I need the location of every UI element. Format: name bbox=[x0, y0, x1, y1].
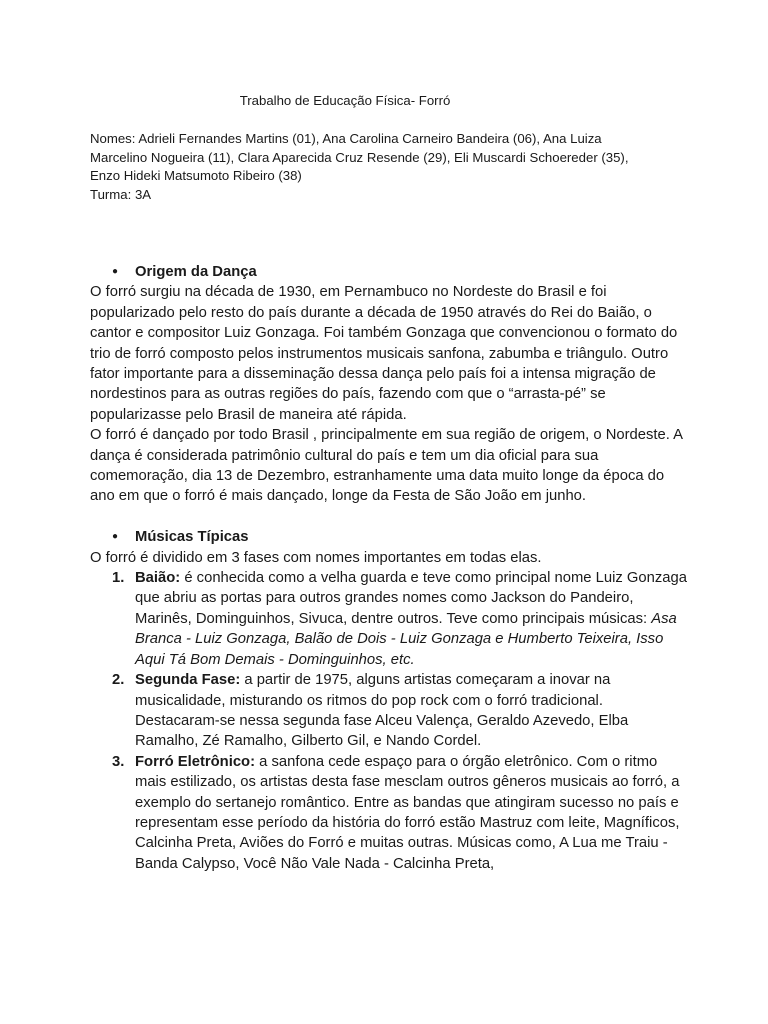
bullet-icon: ● bbox=[112, 266, 119, 277]
section-heading-musicas bbox=[90, 527, 690, 547]
list-item-italic: Asa Branca - Luiz Gonzaga, Balão de Dois - Luiz Gonzaga e Humberto Teixeira, Isso Aqui Tá Bom Demais - Dominguinhos, etc. bbox=[135, 610, 677, 668]
list-item bbox=[90, 752, 690, 874]
list-item bbox=[90, 568, 690, 670]
main-content bbox=[90, 262, 690, 874]
section-heading-origem bbox=[90, 262, 690, 282]
spacer bbox=[90, 507, 690, 527]
list-item-text: é conhecida como a velha guarda e teve como principal nome Luiz Gonzaga que abriu as portas para outros grandes nomes como Jackson do Pandeiro, Marinês, Dominguinhos, Sivuca, dentre outros. Teve como principais músicas: bbox=[135, 570, 687, 627]
section-heading-text: Músicas Típicas bbox=[135, 529, 249, 546]
paragraph: O forró é dançado por todo Brasil , principalmente em sua região de origem, o Nordeste. A dança é considerada patrimônio cultural do país e tem um dia oficial para sua comemoração, dia 13 de Dezembro, estranhamente uma data muito longe da época do ano em que o forró é mais dançado, longe da Festa de São João em junho. bbox=[90, 427, 683, 505]
list-item bbox=[90, 670, 690, 752]
names-line: Nomes: Adrieli Fernandes Martins (01), Ana Carolina Carneiro Bandeira (06), Ana Luiza bbox=[90, 131, 602, 146]
names-line: Marcelino Nogueira (11), Clara Aparecida Cruz Resende (29), Eli Muscardi Schoereder (35), bbox=[90, 149, 629, 165]
paragraph: O forró é dividido em 3 fases com nomes importantes em todas elas. bbox=[90, 549, 542, 566]
list-number: 2. bbox=[112, 672, 125, 689]
list-item-text: a sanfona cede espaço para o órgão eletrônico. Com o ritmo mais estilizado, os artistas desta fase mesclam outros gêneros musicais ao forró, a exemplo do sertanejo romântico. Entre as bandas que atingiram sucesso no país e representam esse período da história do forró estão Mastruz com leite, Magníficos, Calcinha Preta, Aviões do Forró e muitas outras. Músicas como, A Lua me Traiu - Banda Calypso, Você Não Vale Nada - Calcinha Preta, bbox=[135, 753, 680, 872]
list-item-term: Forró Eletrônico: bbox=[135, 753, 256, 770]
class-label: Turma: 3A bbox=[90, 186, 152, 202]
list-number: 1. bbox=[112, 570, 125, 587]
phases-list bbox=[90, 568, 690, 874]
bullet-icon: ● bbox=[112, 531, 119, 543]
list-number: 3. bbox=[112, 753, 125, 770]
list-item-term: Baião: bbox=[135, 570, 181, 587]
header-block bbox=[90, 130, 680, 204]
section-heading-text: Origem da Dança bbox=[135, 264, 257, 280]
paragraph: O forró surgiu na década de 1930, em Pernambuco no Nordeste do Brasil e foi popularizado pelo resto do país durante a década de 1950 através do Rei do Baião, o cantor e compositor Luiz Gonzaga. Foi também Gonzaga que convencionou o formato do trio de forró composto pelos instrumentos musicais sanfona, zabumba e triângulo. Outro fator importante para a disseminação dessa dança pelo país foi a intensa migração de nordestinos para as outras regiões do país, fazendo com que o “arrasta-pé” se popularizasse pelo Brasil de maneira até rápida. bbox=[90, 284, 678, 423]
names-line: Enzo Hideki Matsumoto Ribeiro (38) bbox=[90, 168, 302, 183]
list-item-text: a partir de 1975, alguns artistas começaram a inovar na musicalidade, misturando os ritmos do pop rock com o forró tradicional. Destacaram-se nessa segunda fase Alceu Valença, Geraldo Azevedo, Elba Ramalho, Zé Ramalho, Gilberto Gil, e Nando Cordel. bbox=[135, 672, 629, 750]
document-title: Trabalho de Educação Física- Forró bbox=[239, 93, 451, 108]
list-item-term: Segunda Fase: bbox=[135, 672, 241, 689]
